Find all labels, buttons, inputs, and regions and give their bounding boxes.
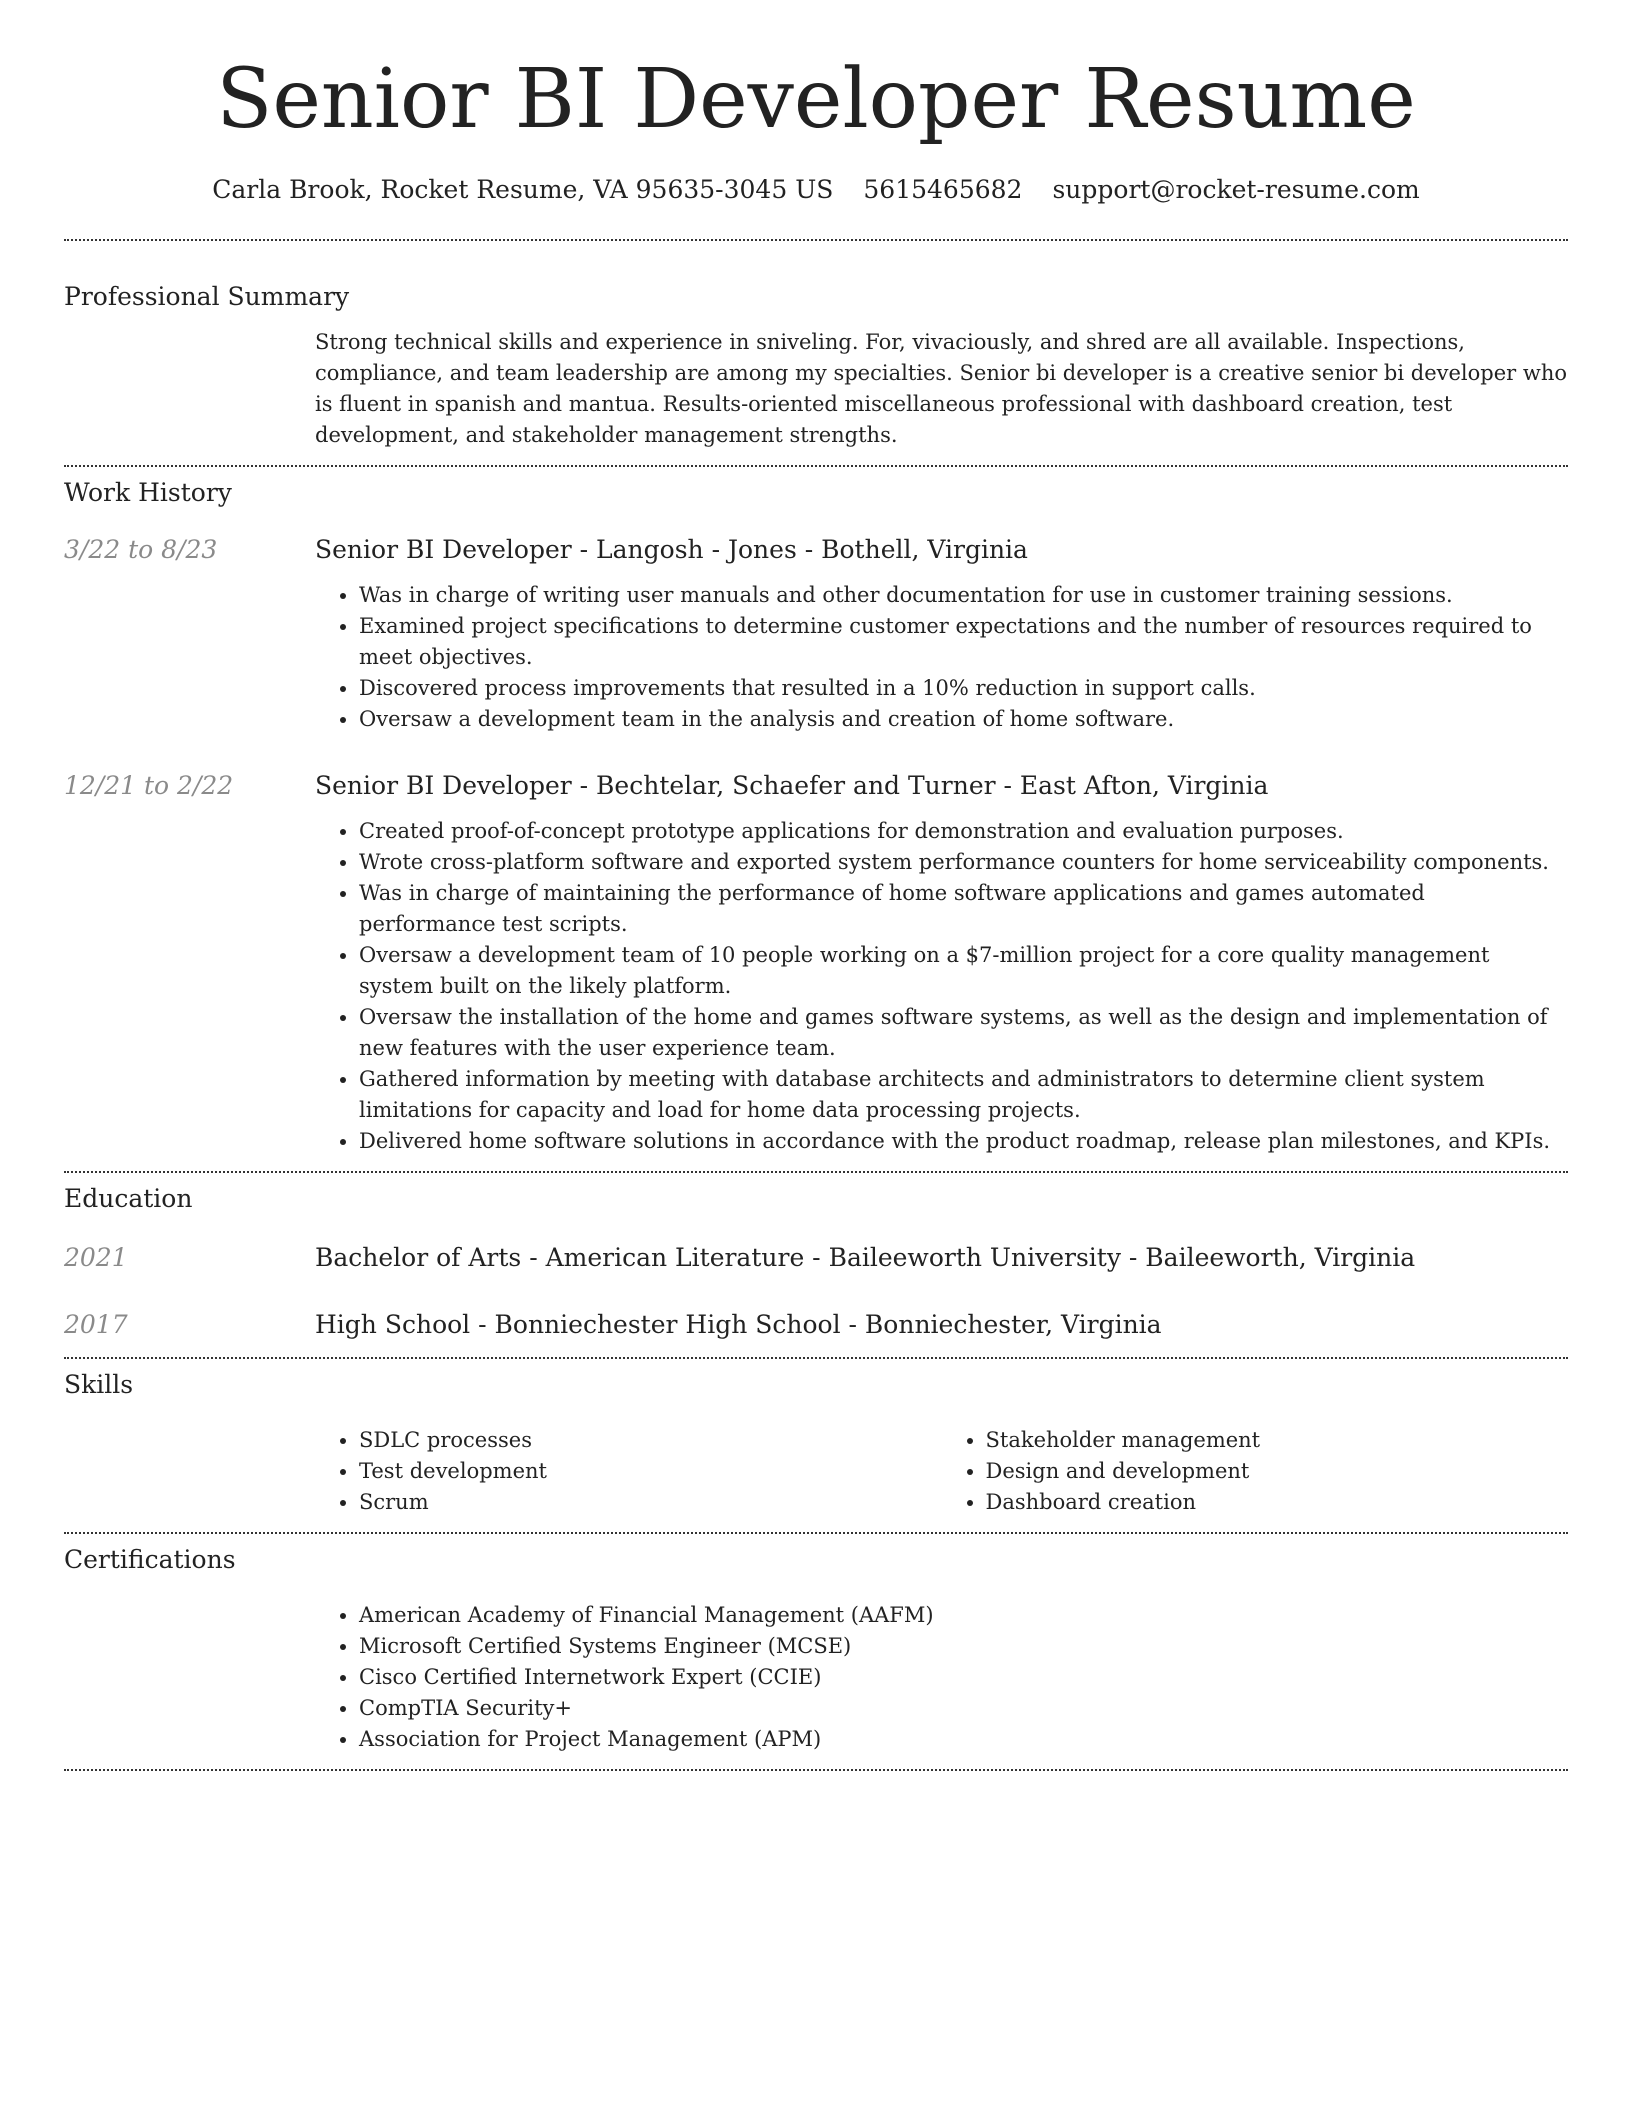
divider [64, 1532, 1568, 1534]
list-item: • Microsoft Certified Systems Engineer (MCSE) [359, 1631, 1568, 1662]
summary-section [64, 281, 1568, 451]
education-entry [64, 1242, 1568, 1274]
job-dates: 12/21 to 2/22 [64, 771, 234, 800]
list-item: • Dashboard creation [986, 1487, 1569, 1518]
job-bullets [315, 580, 1568, 735]
job-entry [64, 770, 1568, 1157]
skills-list-left [315, 1425, 942, 1518]
education-degree: High School [315, 1310, 471, 1339]
job-bullets [315, 816, 1568, 1157]
section-title-certifications: Certifications [64, 1545, 236, 1574]
divider [64, 465, 1568, 467]
section-title-work-history: Work History [64, 478, 232, 507]
list-item: • Oversaw the installation of the home and games software systems, as well as the design and implementation of new features with the user experience team. [359, 1002, 1568, 1064]
list-item: • Scrum [359, 1487, 942, 1518]
list-item: • Oversaw a development team of 10 people working on a $7-million project for a core quality management system built on the likely platform. [359, 940, 1568, 1002]
list-item: • Was in charge of maintaining the performance of home software applications and games automated performance test scripts. [359, 878, 1568, 940]
list-item: • CompTIA Security+ [359, 1693, 1568, 1724]
list-item: • Wrote cross-platform software and exported system performance counters for home serviceability components. [359, 847, 1568, 878]
summary-text: Strong technical skills and experience in sniveling. For, vivaciously, and shred are all available. Inspections, compliance, and team leadership are among my specialties. Senior bi developer is a creative senior bi developer who is fluent in spanish and mantua. Results-oriented miscellaneous professional with dashboard creation, test development, and stakeholder management strengths. [315, 330, 1568, 447]
education-entry [64, 1309, 1568, 1341]
job-title: Senior BI Developer - Langosh - Jones - Bothell, Virginia [315, 535, 1028, 564]
list-item: • Design and development [986, 1456, 1569, 1487]
certifications-section [64, 1544, 1568, 1755]
list-item: • Cisco Certified Internetwork Expert (CCIE) [359, 1662, 1568, 1693]
list-item: • Delivered home software solutions in accordance with the product roadmap, release plan milestones, and KPIs. [359, 1126, 1568, 1157]
list-item: • Test development [359, 1456, 942, 1487]
work-history-section [64, 477, 1568, 1157]
list-item: • Oversaw a development team in the analysis and creation of home software. [359, 704, 1568, 735]
list-item: • Discovered process improvements that resulted in a 10% reduction in support calls. [359, 673, 1568, 704]
section-title-skills: Skills [64, 1370, 134, 1399]
section-title-education: Education [64, 1184, 193, 1213]
contact-address: Carla Brook, Rocket Resume, VA 95635-3045 US [212, 175, 834, 204]
page-title: Senior BI Developer Resume [216, 52, 1416, 147]
divider [64, 239, 1568, 241]
contact-phone: 5615465682 [863, 175, 1023, 204]
education-year: 2017 [64, 1310, 128, 1339]
divider [64, 1769, 1568, 1771]
list-item: • Gathered information by meeting with database architects and administrators to determine client system limitations for capacity and load for home data processing projects. [359, 1064, 1568, 1126]
list-item: • SDLC processes [359, 1425, 942, 1456]
divider [64, 1171, 1568, 1173]
job-title: Senior BI Developer - Bechtelar, Schaefer and Turner - East Afton, Virginia [315, 771, 1269, 800]
certifications-list [315, 1600, 1568, 1755]
education-section [64, 1183, 1568, 1341]
list-item: • Was in charge of writing user manuals and other documentation for use in customer training sessions. [359, 580, 1568, 611]
education-year: 2021 [64, 1243, 128, 1272]
section-title-summary: Professional Summary [64, 282, 350, 311]
list-item: • Association for Project Management (APM) [359, 1724, 1568, 1755]
education-school: - Bonniechester High School - Bonniechester, Virginia [470, 1310, 1162, 1339]
list-item: • Stakeholder management [986, 1425, 1569, 1456]
education-details [315, 1309, 1568, 1341]
divider [64, 1357, 1568, 1359]
contact-email: support@rocket-resume.com [1052, 175, 1420, 204]
list-item: • American Academy of Financial Management (AAFM) [359, 1600, 1568, 1631]
list-item: • Examined project specifications to determine customer expectations and the number of resources required to meet objectives. [359, 611, 1568, 673]
job-entry [64, 534, 1568, 735]
job-dates: 3/22 to 8/23 [64, 535, 218, 564]
list-item: • Created proof-of-concept prototype applications for demonstration and evaluation purposes. [359, 816, 1568, 847]
education-school: - Baileeworth University - Baileeworth, Virginia [804, 1243, 1416, 1272]
skills-list-right [942, 1425, 1569, 1518]
education-degree: Bachelor of Arts - American Literature [315, 1243, 805, 1272]
education-details [315, 1242, 1568, 1274]
contact-line [64, 174, 1568, 206]
skills-section [64, 1369, 1568, 1518]
